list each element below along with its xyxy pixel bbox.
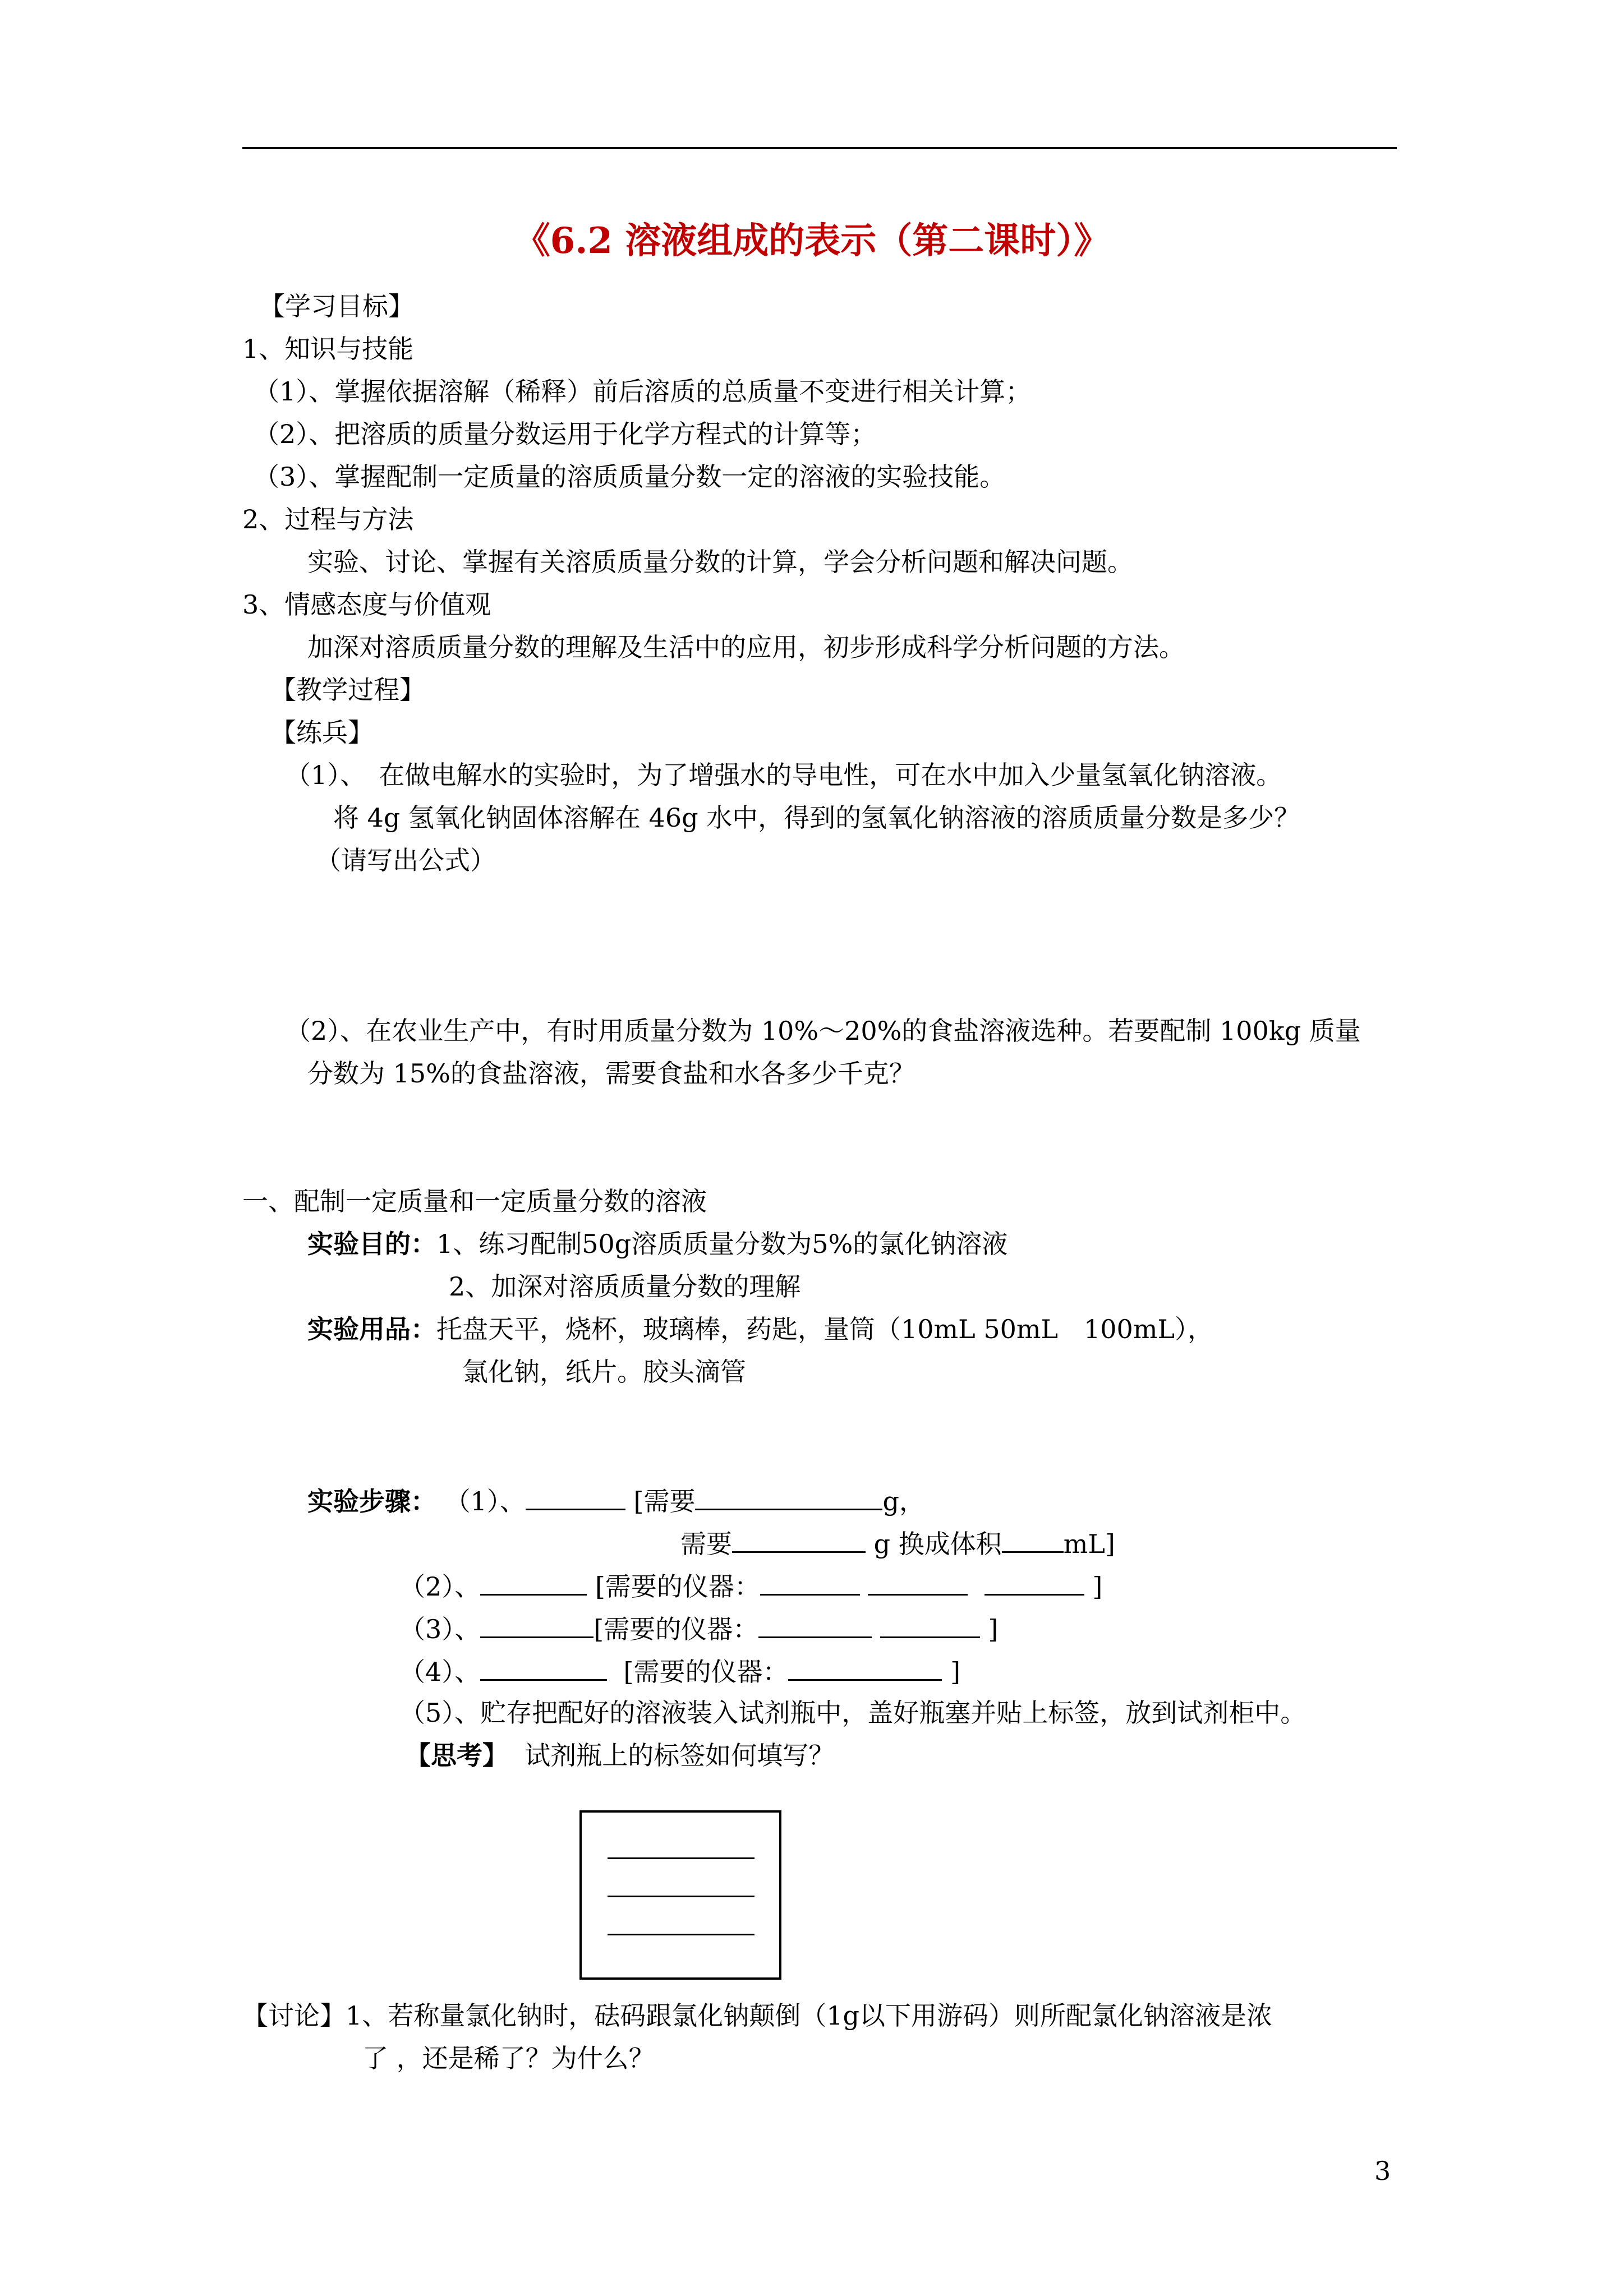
attitude-heading: 3、情感态度与价值观 bbox=[242, 589, 491, 620]
close-bracket: ] bbox=[988, 1614, 999, 1644]
need-label: 需要 bbox=[643, 1486, 696, 1516]
objectives-heading: 【学习目标】 bbox=[259, 291, 414, 321]
instrument-label: [需要的仪器： bbox=[594, 1614, 759, 1644]
header-rule bbox=[242, 147, 1397, 149]
think-text: 试剂瓶上的标签如何填写？ bbox=[525, 1740, 835, 1771]
step4-line bbox=[399, 1654, 960, 1688]
instrument-label: [需要的仪器： bbox=[623, 1657, 789, 1687]
convert-label: g 换成体积 bbox=[873, 1529, 1002, 1559]
step1-water-line bbox=[680, 1527, 1115, 1560]
think-label: 【思考】 bbox=[405, 1740, 508, 1771]
label-blank-line[interactable] bbox=[608, 1896, 755, 1897]
close-bracket: ] bbox=[1105, 1529, 1115, 1559]
step4-prefix: （4）、 bbox=[399, 1657, 481, 1687]
instrument-blank[interactable] bbox=[760, 1569, 860, 1596]
label-blank-line[interactable] bbox=[608, 1934, 755, 1935]
step3-prefix: （3）、 bbox=[399, 1614, 481, 1644]
need-label: 需要 bbox=[680, 1529, 732, 1559]
step2-prefix: （2）、 bbox=[399, 1571, 481, 1602]
step3-name-blank[interactable] bbox=[480, 1612, 594, 1638]
practice-q1-line: （1）、 在做电解水的实验时，为了增强水的导电性，可在水中加入少量氢氧化钠溶液。 bbox=[285, 760, 1282, 790]
instrument-blank[interactable] bbox=[880, 1612, 980, 1638]
materials-text: 托盘天平，烧杯，玻璃棒，药匙，量筒（10mL 50mL 100mL）， bbox=[436, 1314, 1213, 1344]
purpose-label: 实验目的： bbox=[307, 1229, 436, 1259]
objective-item: （2）、把溶质的质量分数运用于化学方程式的计算等； bbox=[254, 419, 877, 449]
unit-g: g， bbox=[882, 1486, 925, 1516]
purpose-item: 1、练习配制50g溶质质量分数为5%的氯化钠溶液 bbox=[436, 1229, 1008, 1259]
discussion-line: 了 ，还是稀了？为什么？ bbox=[362, 2043, 655, 2073]
discussion-line bbox=[242, 2000, 1272, 2031]
step3-line bbox=[399, 1612, 998, 1645]
step1-line bbox=[307, 1484, 925, 1517]
step2-name-blank[interactable] bbox=[480, 1569, 587, 1596]
think-line bbox=[405, 1740, 834, 1771]
teaching-process-heading: 【教学过程】 bbox=[270, 675, 425, 705]
experiment-heading: 一、配制一定质量和一定质量分数的溶液 bbox=[242, 1186, 707, 1216]
step1-prefix: （1）、 bbox=[444, 1486, 526, 1516]
practice-q2-line: （2）、在农业生产中，有时用质量分数为 10%～20%的食盐溶液选种。若要配制 100kg 质量 bbox=[285, 1016, 1361, 1046]
attitude-text: 加深对溶质质量分数的理解及生活中的应用，初步形成科学分析问题的方法。 bbox=[307, 632, 1185, 662]
solute-mass-blank[interactable] bbox=[695, 1484, 882, 1510]
materials-line bbox=[307, 1313, 1213, 1345]
process-text: 实验、讨论、掌握有关溶质质量分数的计算，学会分析问题和解决问题。 bbox=[307, 547, 1133, 577]
discussion-text: 1、若称量氯化钠时，砝码跟氯化钠颠倒（1g以下用游码）则所配氯化钠溶液是浓 bbox=[346, 2000, 1272, 2031]
materials-text: 氯化钠，纸片。胶头滴管 bbox=[462, 1357, 746, 1387]
reagent-label-box bbox=[579, 1810, 781, 1980]
objective-item: （3）、掌握配制一定质量的溶质质量分数一定的溶液的实验技能。 bbox=[254, 462, 1006, 492]
purpose-item: 2、加深对溶质质量分数的理解 bbox=[449, 1271, 801, 1302]
objective-item: （1）、掌握依据溶解（稀释）前后溶质的总质量不变进行相关计算； bbox=[254, 376, 1032, 407]
water-mass-blank[interactable] bbox=[732, 1527, 866, 1553]
step1-name-blank[interactable] bbox=[526, 1484, 625, 1510]
step5-line: （5）、贮存把配好的溶液装入试剂瓶中，盖好瓶塞并贴上标签，放到试剂柜中。 bbox=[399, 1698, 1306, 1728]
close-bracket: ] bbox=[1092, 1571, 1103, 1602]
practice-heading: 【练兵】 bbox=[270, 717, 374, 748]
discussion-label: 【讨论】 bbox=[242, 2000, 346, 2031]
step2-line bbox=[399, 1569, 1102, 1602]
process-heading: 2、过程与方法 bbox=[242, 504, 414, 534]
practice-q1-line: 将 4g 氢氧化钠固体溶解在 46g 水中，得到的氢氧化钠溶液的溶质质量分数是多少？ bbox=[333, 803, 1300, 833]
practice-q1-line: （请写出公式） bbox=[315, 845, 496, 875]
open-bracket: [ bbox=[633, 1486, 644, 1516]
instrument-label: [需要的仪器： bbox=[595, 1571, 760, 1602]
water-volume-blank[interactable] bbox=[1002, 1527, 1064, 1553]
instrument-blank[interactable] bbox=[984, 1569, 1084, 1596]
page-title: 《6.2 溶液组成的表示（第二课时）》 bbox=[514, 220, 1110, 262]
close-bracket: ] bbox=[950, 1657, 961, 1687]
practice-q2-line: 分数为 15%的食盐溶液，需要食盐和水各多少千克？ bbox=[307, 1058, 915, 1089]
label-blank-line[interactable] bbox=[608, 1857, 755, 1859]
instrument-blank[interactable] bbox=[788, 1654, 942, 1681]
knowledge-heading: 1、知识与技能 bbox=[242, 334, 414, 364]
steps-label: 实验步骤： bbox=[307, 1486, 436, 1516]
instrument-blank[interactable] bbox=[758, 1612, 872, 1638]
unit-ml: mL bbox=[1063, 1529, 1105, 1559]
purpose-line bbox=[307, 1228, 1007, 1260]
page-number: 3 bbox=[1374, 2156, 1391, 2186]
step4-name-blank[interactable] bbox=[480, 1654, 607, 1681]
instrument-blank[interactable] bbox=[868, 1569, 968, 1596]
materials-label: 实验用品： bbox=[307, 1314, 436, 1344]
